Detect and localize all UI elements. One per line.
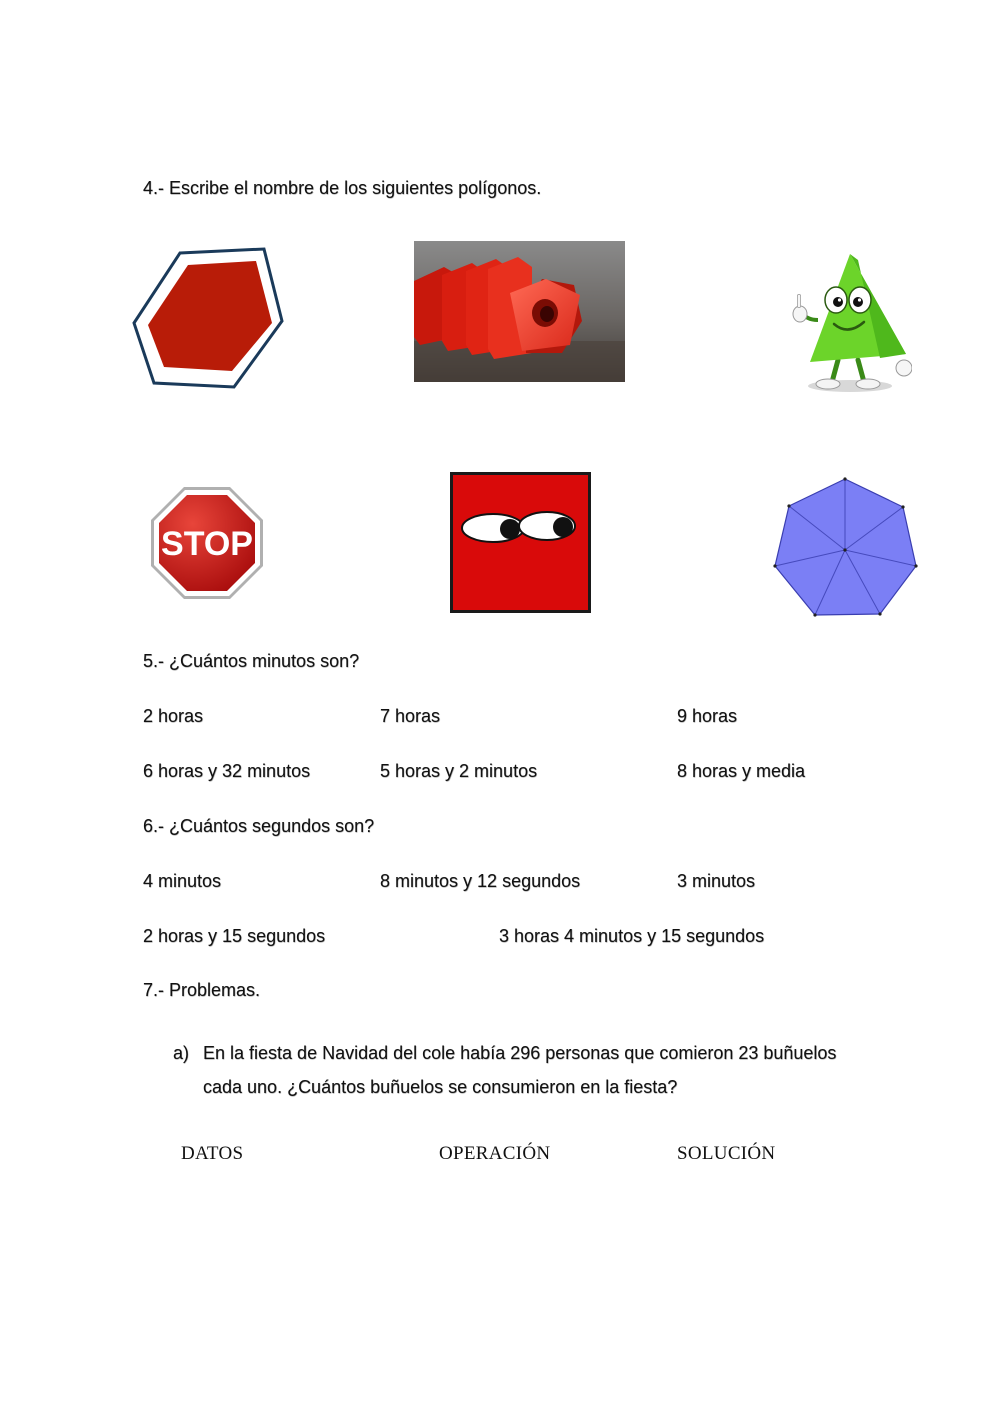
problem-text-line2: cada uno. ¿Cuántos buñuelos se consumieron en la fiesta? bbox=[203, 1077, 678, 1097]
q5-item: 7 horas bbox=[380, 706, 441, 726]
q6-item: 3 horas 4 minutos y 15 segundos bbox=[499, 926, 765, 946]
q5-item: 9 horas bbox=[677, 706, 738, 726]
q6-item: 8 minutos y 12 segundos bbox=[380, 871, 581, 891]
datos-header: DATOS bbox=[181, 1143, 244, 1164]
q6-item: 2 horas y 15 segundos bbox=[143, 926, 326, 946]
triangle-character bbox=[788, 250, 912, 396]
operacion-header: OPERACIÓN bbox=[439, 1143, 551, 1164]
q5-item: 5 horas y 2 minutos bbox=[380, 761, 538, 781]
q5-item: 2 horas bbox=[143, 706, 204, 726]
solucion-header: SOLUCIÓN bbox=[677, 1143, 776, 1164]
q6-item: 4 minutos bbox=[143, 871, 222, 891]
pentagon-blocks-photo bbox=[414, 241, 625, 382]
q4-title: 4.- Escribe el nombre de los siguientes polígonos. bbox=[143, 178, 542, 198]
q6-item: 3 minutos bbox=[677, 871, 756, 891]
stop-sign bbox=[147, 483, 267, 603]
q5-item: 8 horas y media bbox=[677, 761, 806, 781]
problem-marker: a) bbox=[173, 1043, 190, 1063]
stop-sign-text: STOP bbox=[161, 525, 253, 563]
hexagon-image bbox=[132, 245, 284, 391]
problem-text-line1: En la fiesta de Navidad del cole había 296 personas que comieron 23 buñuelos bbox=[203, 1043, 837, 1063]
heptagon bbox=[770, 474, 918, 620]
q5-item: 6 horas y 32 minutos bbox=[143, 761, 311, 781]
square-with-eyes bbox=[450, 472, 591, 613]
q5-title: 5.- ¿Cuántos minutos son? bbox=[143, 651, 360, 671]
q7-title: 7.- Problemas. bbox=[143, 980, 261, 1000]
q6-title: 6.- ¿Cuántos segundos son? bbox=[143, 816, 375, 836]
